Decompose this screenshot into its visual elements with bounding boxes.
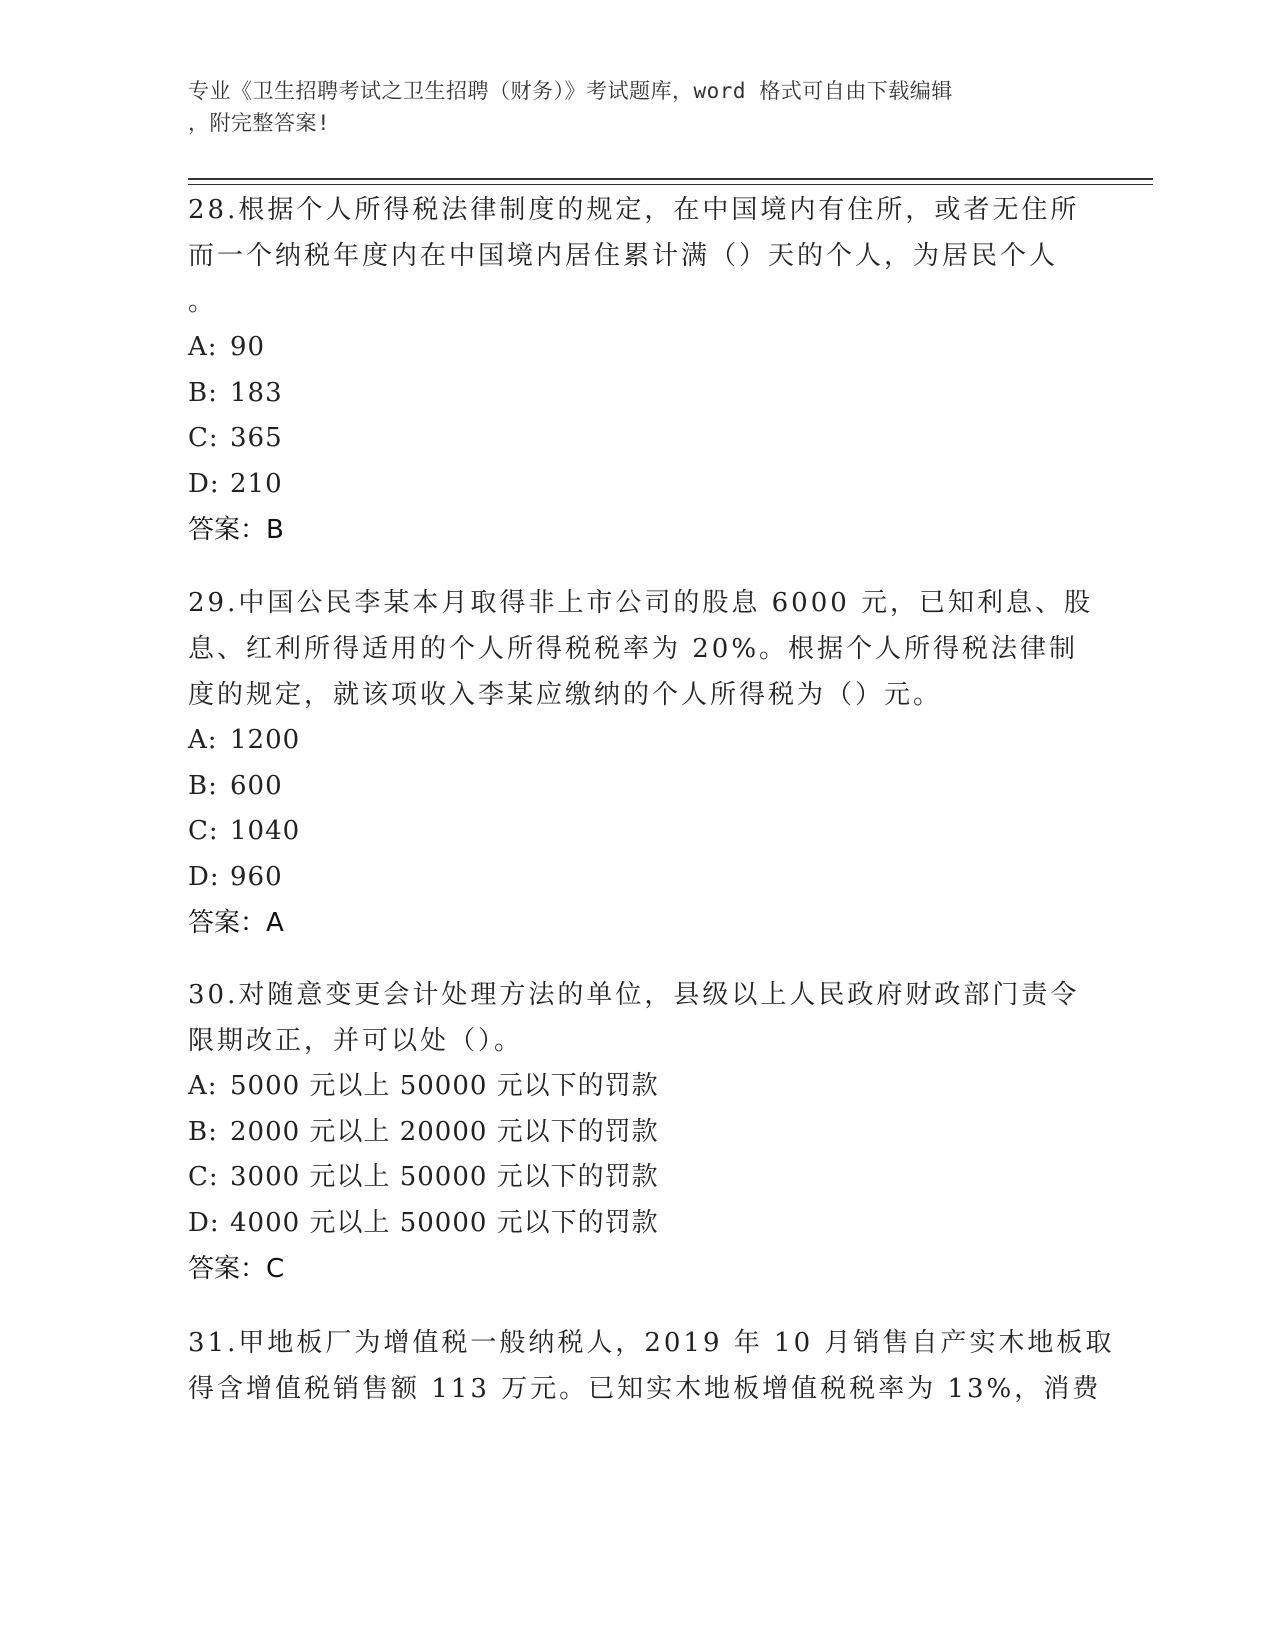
question-stem-line: 限期改正，并可以处（）。 xyxy=(188,1026,524,1056)
option-text: 365 xyxy=(230,423,283,453)
header-rule-thin xyxy=(188,184,1153,185)
question-stem xyxy=(188,1320,1115,1412)
question-stem-line: 30.对随意变更会计处理方法的单位，县级以上人民政府财政部门责令 xyxy=(188,980,1080,1010)
question-stem-line: 息、红利所得适用的个人所得税税率为 20%。根据个人所得税法律制 xyxy=(188,634,1079,664)
option-text: 90 xyxy=(230,332,266,362)
option-text: 5000 元以上 50000 元以下的罚款 xyxy=(230,1071,659,1101)
option-a xyxy=(188,1064,1088,1110)
question-stem-line: 28.根据个人所得税法律制度的规定，在中国境内有住所，或者无住所 xyxy=(188,195,1080,225)
option-b xyxy=(188,1110,1088,1156)
header-title-continuation: ，附完整答案! xyxy=(188,111,331,135)
option-text: 1040 xyxy=(230,816,301,846)
option-b xyxy=(188,764,1088,810)
option-d xyxy=(188,855,1088,901)
question-stem-line: 度的规定，就该项收入李某应缴纳的个人所得税为（）元。 xyxy=(188,680,943,710)
question-31 xyxy=(188,1320,1115,1412)
header-title-line: 专业《卫生招聘考试之卫生招聘（财务）》考试题库，word 格式可自由下载编辑 xyxy=(188,79,953,103)
answer-line: 答案：C xyxy=(188,1254,285,1284)
option-key: D: xyxy=(188,861,220,892)
question-stem xyxy=(188,187,1088,325)
option-c xyxy=(188,416,1088,462)
question-stem-line: 31.甲地板厂为增值税一般纳税人，2019 年 10 月销售自产实木地板取 xyxy=(188,1328,1115,1358)
option-key: B: xyxy=(188,377,218,408)
answer-line: 答案：B xyxy=(188,515,284,545)
option-key: B: xyxy=(188,1116,218,1147)
question-stem-line: 而一个纳税年度内在中国境内居住累计满（）天的个人，为居民个人 xyxy=(188,241,1059,271)
option-key: D: xyxy=(188,468,220,499)
option-key: A: xyxy=(188,1071,218,1101)
option-text: 600 xyxy=(230,770,283,801)
answer-line: 答案：A xyxy=(188,908,284,938)
option-text: 2000 元以上 20000 元以下的罚款 xyxy=(230,1116,659,1147)
option-key: C: xyxy=(188,1162,219,1192)
option-key: C: xyxy=(188,423,219,453)
question-28 xyxy=(188,187,1088,553)
option-text: 960 xyxy=(230,861,283,892)
question-30 xyxy=(188,972,1088,1292)
option-key: B: xyxy=(188,770,218,801)
option-c xyxy=(188,809,1088,855)
option-key: C: xyxy=(188,816,219,846)
question-stem xyxy=(188,580,1094,718)
document-header xyxy=(188,75,1068,139)
option-text: 183 xyxy=(230,377,283,408)
option-a xyxy=(188,325,1088,371)
option-b xyxy=(188,371,1088,417)
option-text: 210 xyxy=(230,468,283,499)
option-text: 3000 元以上 50000 元以下的罚款 xyxy=(230,1162,659,1192)
question-stem xyxy=(188,972,1088,1064)
question-stem-line: 得含增值税销售额 113 万元。已知实木地板增值税税率为 13%，消费 xyxy=(188,1374,1102,1404)
option-key: A: xyxy=(188,332,218,362)
option-key: A: xyxy=(188,725,218,755)
question-stem-line: 29.中国公民李某本月取得非上市公司的股息 6000 元，已知利息、股 xyxy=(188,588,1094,618)
header-rule-thick xyxy=(188,178,1153,180)
option-d xyxy=(188,1201,1088,1247)
option-d xyxy=(188,462,1088,508)
question-29 xyxy=(188,580,1094,946)
option-key: D: xyxy=(188,1207,220,1238)
question-stem-line: 。 xyxy=(188,287,218,317)
option-a xyxy=(188,718,1088,764)
option-text: 4000 元以上 50000 元以下的罚款 xyxy=(230,1207,659,1238)
option-text: 1200 xyxy=(230,725,301,755)
option-c xyxy=(188,1155,1088,1201)
